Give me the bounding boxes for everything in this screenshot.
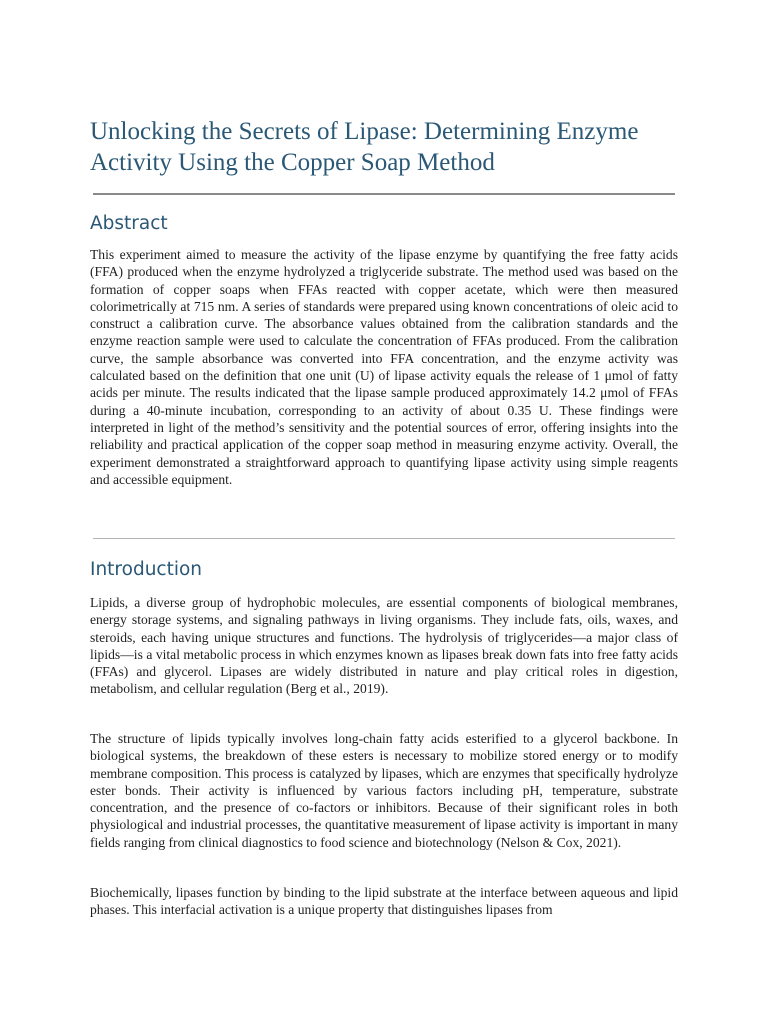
paper-title: Unlocking the Secrets of Lipase: Determining Enzyme Activity Using the Copper Soap Method [90, 118, 639, 176]
introduction-heading: Introduction [90, 559, 203, 580]
abstract-heading: Abstract [90, 213, 168, 234]
section-divider [93, 538, 675, 539]
introduction-paragraph-2: The structure of lipids typically involves long-chain fatty acids esterified to a glycerol backbone. In biological systems, the breakdown of these esters is necessary to mobilize stored energy or to modify membrane composition. This process is catalyzed by lipases, which are enzymes that specifically hydrolyze ester bonds. Their activity is influenced by various factors including pH, temperature, substrate concentration, and the presence of co-factors or inhibitors. Because of their significant roles in both physiological and industrial processes, the quantitative measurement of lipase activity is important in many fields ranging from clinical diagnostics to food science and biotechnology (Nelson & Cox, 2021). [90, 731, 678, 850]
title-divider [93, 193, 675, 195]
introduction-paragraph-3: Biochemically, lipases function by binding to the lipid substrate at the interface between aqueous and lipid phases. This interfacial activation is a unique property that distinguishes lipases from [90, 885, 678, 918]
introduction-paragraph-1: Lipids, a diverse group of hydrophobic molecules, are essential components of biological membranes, energy storage systems, and signaling pathways in living organisms. They include fats, oils, waxes, and steroids, each having unique structures and functions. The hydrolysis of triglycerides—a major class of lipids—is a vital metabolic process in which enzymes known as lipases break down fats into free fatty acids (FFAs) and glycerol. Lipases are widely distributed in nature and play critical roles in digestion, metabolism, and cellular regulation (Berg et al., 2019). [90, 595, 678, 697]
abstract-paragraph: This experiment aimed to measure the activity of the lipase enzyme by quantifying the free fatty acids (FFA) produced when the enzyme hydrolyzed a triglyceride substrate. The method used was based on the formation of copper soaps when FFAs reacted with copper acetate, which were then measured colorimetrically at 715 nm. A series of standards were prepared using known concentrations of oleic acid to construct a calibration curve. The absorbance values obtained from the calibration standards and the enzyme reaction sample were used to calculate the concentration of FFAs produced. From the calibration curve, the sample absorbance was converted into FFA concentration, and the enzyme activity was calculated based on the definition that one unit (U) of lipase activity equals the release of 1 μmol of fatty acids per minute. The results indicated that the lipase sample produced approximately 14.2 μmol of FFAs during a 40-minute incubation, corresponding to an activity of about 0.35 U. These findings were interpreted in light of the method’s sensitivity and the potential sources of error, offering insights into the reliability and practical application of the copper soap method in measuring enzyme activity. Overall, the experiment demonstrated a straightforward approach to quantifying lipase activity using simple reagents and accessible equipment. [90, 247, 678, 487]
